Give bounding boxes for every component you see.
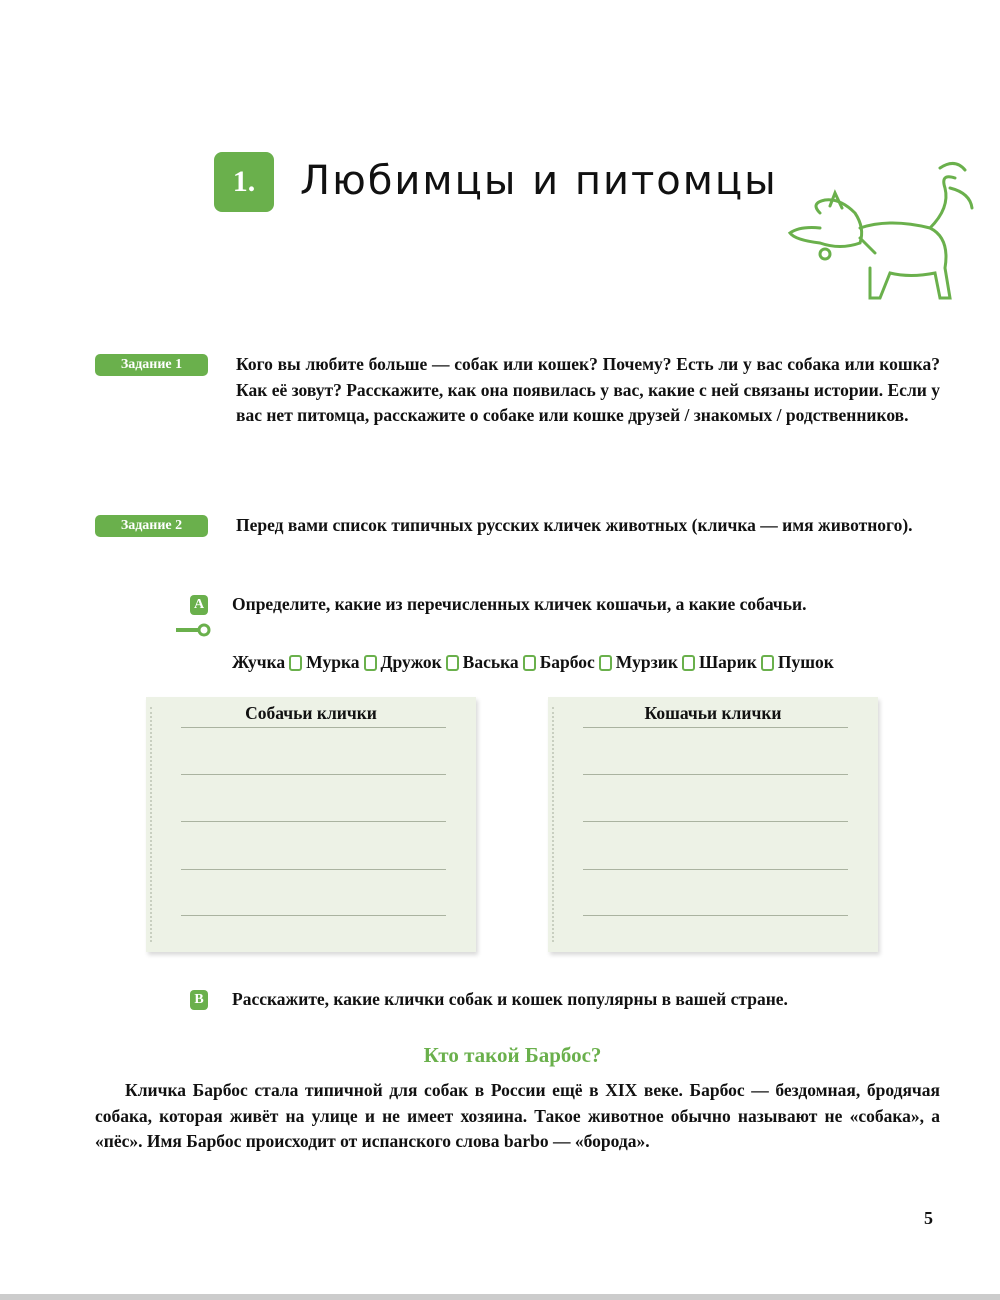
- task-1-label: Задание 1: [95, 354, 208, 376]
- info-text: Кличка Барбос стала типичной для собак в России ещё в XIX веке. Барбос — бездомная, бродячая собака, которая живёт на улице и не имеет хозяина. Такое животное обычно называют не «собака», а «пёс». Имя Барбос происходит от испанского слова barbo — «борода».: [95, 1080, 940, 1151]
- name-item: Мурзик: [615, 652, 678, 672]
- writing-line[interactable]: [583, 727, 848, 728]
- separator-icon: [289, 655, 302, 671]
- task-2-text: Перед вами список типичных русских кличек животных (кличка — имя животного).: [236, 515, 913, 535]
- cat-names-card[interactable]: [548, 697, 878, 952]
- writing-line[interactable]: [181, 821, 446, 822]
- name-item: Пушок: [777, 652, 834, 672]
- separator-icon: [761, 655, 774, 671]
- task-2-label: Задание 2: [95, 515, 208, 537]
- separator-icon: [446, 655, 459, 671]
- page-number: 5: [924, 1208, 933, 1228]
- writing-line[interactable]: [583, 915, 848, 916]
- name-item: Васька: [462, 652, 519, 672]
- part-b-text: Расскажите, какие клички собак и кошек популярны в вашей стране.: [232, 989, 788, 1009]
- separator-icon: [523, 655, 536, 671]
- writing-line[interactable]: [583, 869, 848, 870]
- dog-illustration-icon: [780, 158, 980, 313]
- task-1-text: Кого вы любите больше — собак или кошек? Почему? Есть ли у вас собака или кошка? Как её зовут? Расскажите, как она появилась у вас, какие с ней связаны истории. Если у вас нет питомца, расскажите о собаке или кошке друзей / знакомых / родственников.: [236, 354, 940, 425]
- chapter-number: 1.: [214, 152, 274, 212]
- names-list: [232, 652, 834, 673]
- key-icon: [174, 622, 214, 638]
- writing-line[interactable]: [181, 774, 446, 775]
- separator-icon: [364, 655, 377, 671]
- name-item: Барбос: [539, 652, 595, 672]
- writing-line[interactable]: [181, 915, 446, 916]
- writing-line[interactable]: [583, 774, 848, 775]
- card-title: Кошачьи клички: [644, 703, 782, 723]
- dog-names-card[interactable]: [146, 697, 476, 952]
- name-item: Жучка: [232, 652, 286, 672]
- writing-line[interactable]: [583, 821, 848, 822]
- part-a-text: Определите, какие из перечисленных кличек кошачьи, а какие собачьи.: [232, 594, 807, 614]
- writing-line[interactable]: [181, 869, 446, 870]
- separator-icon: [682, 655, 695, 671]
- name-item: Шарик: [698, 652, 757, 672]
- separator-icon: [599, 655, 612, 671]
- notepad-holes: [150, 707, 162, 942]
- info-heading: Кто такой Барбос?: [423, 1043, 602, 1067]
- part-b-marker: В: [190, 990, 208, 1010]
- bottom-bar: [0, 1294, 1000, 1300]
- card-title: Собачьи клички: [245, 703, 377, 723]
- name-item: Дружок: [380, 652, 442, 672]
- part-a-marker: А: [190, 595, 208, 615]
- name-item: Мурка: [306, 652, 360, 672]
- notepad-holes: [552, 707, 564, 942]
- writing-line[interactable]: [181, 727, 446, 728]
- chapter-title: Любимцы и питомцы: [300, 158, 778, 204]
